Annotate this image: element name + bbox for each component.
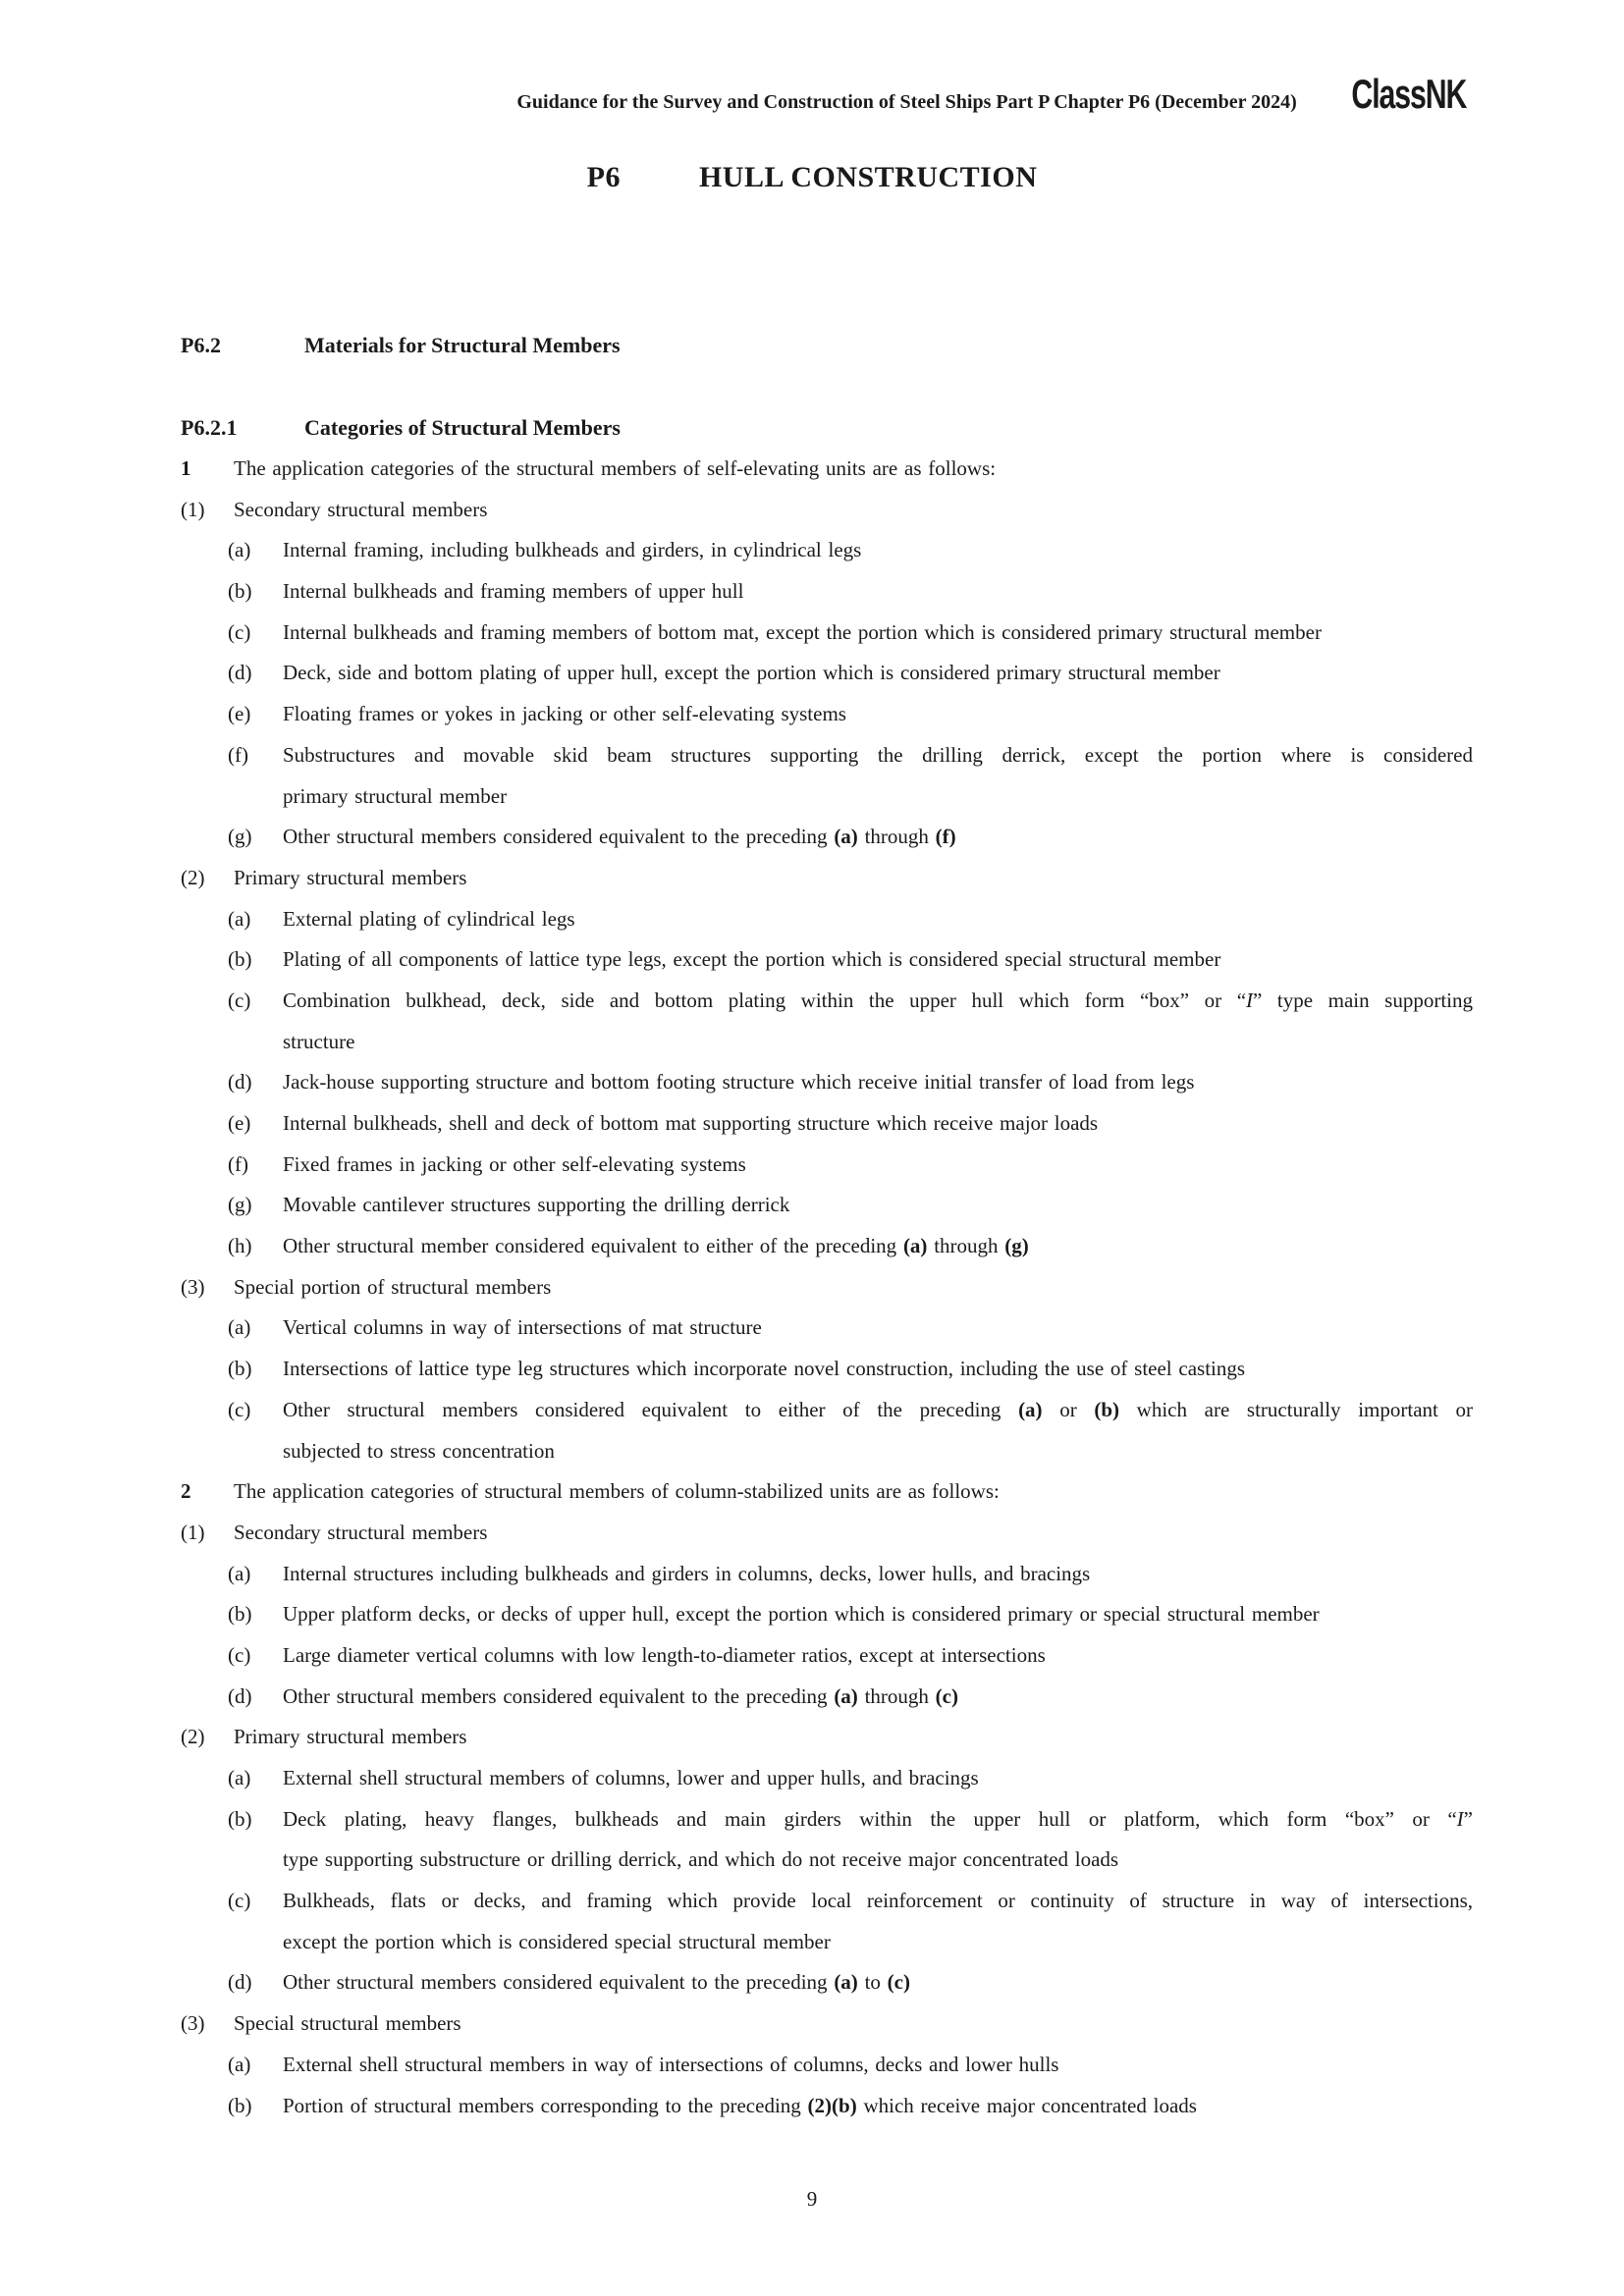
list-item-label: (d) xyxy=(228,661,252,685)
list-item-label: (b) xyxy=(228,2093,252,2117)
list-item xyxy=(181,735,1473,817)
text-line: Deck plating, heavy flanges, bulkheads and main girders within the upper hull or platform, which form “box” or “I” xyxy=(283,1806,1473,1831)
list-item-label: (3) xyxy=(181,1274,205,1299)
list-item-text xyxy=(283,1062,1473,1103)
list-item-text xyxy=(234,2003,1473,2045)
list-item-text xyxy=(283,694,1473,735)
list-item-label: (2) xyxy=(181,865,205,889)
list-item-label: (h) xyxy=(228,1234,252,1258)
list-item xyxy=(181,817,1473,858)
list-item xyxy=(181,530,1473,571)
list-item-label: (1) xyxy=(181,497,205,521)
list-item-text xyxy=(283,1635,1473,1677)
text-line: Combination bulkhead, deck, side and bottom plating within the upper hull which form “box” or “I” type main supporting xyxy=(283,988,1473,1012)
text-line: Special portion of structural members xyxy=(234,1274,552,1299)
text-line: External shell structural members in way of intersections of columns, decks and lower hulls xyxy=(283,2052,1059,2076)
list-item-text xyxy=(283,1594,1473,1635)
list-item xyxy=(181,653,1473,694)
text-line: structure xyxy=(283,1029,355,1053)
list-item-text xyxy=(283,1103,1473,1145)
list-item-text xyxy=(283,613,1473,654)
text-line: Jack-house supporting structure and bottom footing structure which receive initial transfer of load from legs xyxy=(283,1070,1195,1095)
subsection-heading xyxy=(181,415,1473,441)
list-item xyxy=(181,1267,1473,1308)
text-line: Internal structures including bulkheads and girders in columns, decks, lower hulls, and bracings xyxy=(283,1561,1091,1585)
text-line: type supporting substructure or drilling derrick, and which do not receive major concentrated loads xyxy=(283,1847,1119,1872)
list-item-text xyxy=(234,858,1473,899)
text-line: The application categories of structural members of column-stabilized units are as follows: xyxy=(234,1479,1000,1504)
list-item-label: (1) xyxy=(181,1520,205,1544)
text-line: Other structural members considered equivalent to the preceding (a) through (c) xyxy=(283,1683,958,1708)
list-item-label: (a) xyxy=(228,2052,251,2076)
text-line: Upper platform decks, or decks of upper hull, except the portion which is considered primary or special structural member xyxy=(283,1602,1320,1627)
list-item xyxy=(181,1226,1473,1267)
text-line: Secondary structural members xyxy=(234,497,488,521)
list-item xyxy=(181,571,1473,613)
list-item xyxy=(181,2045,1473,2086)
list-item xyxy=(181,449,1473,490)
list-item-label: (c) xyxy=(228,988,251,1012)
list-item-text xyxy=(283,530,1473,571)
list-item xyxy=(181,981,1473,1062)
text-line: Fixed frames in jacking or other self-elevating systems xyxy=(283,1151,746,1176)
list-item-text xyxy=(283,981,1473,1062)
list-item xyxy=(181,2086,1473,2127)
section-heading xyxy=(181,333,1473,358)
list-item xyxy=(181,1349,1473,1390)
list-item-label: (b) xyxy=(228,1357,252,1381)
list-item xyxy=(181,1390,1473,1471)
list-item-label: (d) xyxy=(228,1970,252,1995)
list-item xyxy=(181,1635,1473,1677)
header-running-title: Guidance for the Survey and Construction of Steel Ships Part P Chapter P6 (December 2024) xyxy=(516,91,1297,113)
list-item-text xyxy=(283,1554,1473,1595)
list-item-text xyxy=(283,735,1473,817)
list-item-text xyxy=(234,490,1473,531)
list-item xyxy=(181,1758,1473,1799)
list-item-text xyxy=(283,1145,1473,1186)
text-line: Special structural members xyxy=(234,2011,461,2036)
list-item-text xyxy=(283,1758,1473,1799)
list-item-label: (a) xyxy=(228,538,251,562)
text-line: The application categories of the structural members of self-elevating units are as follows: xyxy=(234,456,997,480)
list-item-text xyxy=(283,571,1473,613)
list-item-text xyxy=(283,1226,1473,1267)
list-item-label: (a) xyxy=(228,906,251,931)
list-item xyxy=(181,1513,1473,1554)
text-line: Substructures and movable skid beam structures supporting the drilling derrick, except the portion where is considered xyxy=(283,742,1473,767)
list-item xyxy=(181,1962,1473,2003)
text-line: Intersections of lattice type leg structures which incorporate novel construction, including the use of steel castings xyxy=(283,1357,1246,1381)
list-item xyxy=(181,1062,1473,1103)
list-item xyxy=(181,1103,1473,1145)
list-item xyxy=(181,1717,1473,1758)
list-item-text xyxy=(283,1185,1473,1226)
text-line: Other structural members considered equivalent to either of the preceding (a) or (b) which are structurally important or xyxy=(283,1397,1473,1421)
subsection-number: P6.2.1 xyxy=(181,415,238,440)
list-item-text xyxy=(283,1881,1473,1962)
list-item-text xyxy=(234,1717,1473,1758)
text-line: External shell structural members of columns, lower and upper hulls, and bracings xyxy=(283,1766,979,1789)
list-item xyxy=(181,1594,1473,1635)
section-title: Materials for Structural Members xyxy=(304,333,621,357)
text-line: Floating frames or yokes in jacking or other self-elevating systems xyxy=(283,702,846,726)
list-item xyxy=(181,1308,1473,1349)
list-item xyxy=(181,1185,1473,1226)
list-item-text xyxy=(283,1349,1473,1390)
list-item xyxy=(181,1677,1473,1718)
text-line: except the portion which is considered special structural member xyxy=(283,1929,831,1953)
list-item xyxy=(181,1554,1473,1595)
text-line: External plating of cylindrical legs xyxy=(283,906,575,931)
text-line: Internal bulkheads, shell and deck of bottom mat supporting structure which receive major loads xyxy=(283,1111,1099,1135)
list-item xyxy=(181,1471,1473,1513)
list-item-label: (c) xyxy=(228,1642,251,1667)
list-item-text xyxy=(283,2086,1473,2127)
list-item-label: (b) xyxy=(228,947,252,972)
list-item-label: (b) xyxy=(228,1602,252,1627)
list-item-label: (e) xyxy=(228,702,251,726)
text-line: Internal bulkheads and framing members of upper hull xyxy=(283,579,744,604)
list-item xyxy=(181,490,1473,531)
list-item-text xyxy=(283,2045,1473,2086)
list-item-text xyxy=(234,1471,1473,1513)
text-line: primary structural member xyxy=(283,783,508,808)
text-line: Other structural members considered equivalent to the preceding (a) to (c) xyxy=(283,1970,910,1995)
text-line: Deck, side and bottom plating of upper hull, except the portion which is considered primary structural member xyxy=(283,661,1220,685)
list-item-label: (a) xyxy=(228,1766,251,1789)
page-header xyxy=(516,71,1466,118)
text-line: Internal bulkheads and framing members of bottom mat, except the portion which is considered primary structural member xyxy=(283,619,1322,644)
classnk-logo: ClassNK xyxy=(1351,71,1466,117)
list-item-label: (c) xyxy=(228,1889,251,1913)
list-item-text xyxy=(283,817,1473,858)
list-item xyxy=(181,858,1473,899)
list-item xyxy=(181,1145,1473,1186)
page-footer xyxy=(0,2187,1624,2212)
list-item-text xyxy=(234,449,1473,490)
list-item-label: (g) xyxy=(228,1193,252,1217)
text-line: Secondary structural members xyxy=(234,1520,488,1544)
list-item-label: (d) xyxy=(228,1070,252,1095)
list-item-text xyxy=(234,1267,1473,1308)
list-item-label: (f) xyxy=(228,742,248,767)
list-item-label: (b) xyxy=(228,579,252,604)
page-number: 9 xyxy=(806,2187,818,2211)
text-line: Internal framing, including bulkheads and girders, in cylindrical legs xyxy=(283,538,862,562)
list-item-label: (a) xyxy=(228,1315,251,1340)
text-line: Bulkheads, flats or decks, and framing which provide local reinforcement or continuity of structure in way of intersections, xyxy=(283,1889,1473,1913)
list-item-label: (c) xyxy=(228,1397,251,1421)
list-item-text xyxy=(283,939,1473,981)
list-item xyxy=(181,939,1473,981)
text-line: Other structural members considered equivalent to the preceding (a) through (f) xyxy=(283,825,956,849)
list-item-label: (f) xyxy=(228,1151,248,1176)
subsection-title: Categories of Structural Members xyxy=(304,415,621,440)
list-item xyxy=(181,1881,1473,1962)
list-item xyxy=(181,2003,1473,2045)
list-item xyxy=(181,694,1473,735)
section-number: P6.2 xyxy=(181,333,221,357)
list-item-label: (g) xyxy=(228,825,252,849)
text-line: Vertical columns in way of intersections of mat structure xyxy=(283,1315,762,1340)
body-list xyxy=(181,449,1473,2126)
text-line: Movable cantilever structures supporting the drilling derrick xyxy=(283,1193,790,1217)
list-item-text xyxy=(283,1308,1473,1349)
list-item-text xyxy=(283,653,1473,694)
list-item xyxy=(181,613,1473,654)
list-item xyxy=(181,1799,1473,1881)
text-line: Primary structural members xyxy=(234,1725,467,1749)
chapter-title xyxy=(0,161,1624,194)
list-item-label: (e) xyxy=(228,1111,251,1135)
list-item-label: (3) xyxy=(181,2011,205,2036)
text-line: Large diameter vertical columns with low length-to-diameter ratios, except at intersections xyxy=(283,1642,1046,1667)
text-line: Portion of structural members corresponding to the preceding (2)(b) which receive major concentrated loads xyxy=(283,2093,1197,2117)
list-item-text xyxy=(283,1962,1473,2003)
list-item-text xyxy=(234,1513,1473,1554)
chapter-number: P6 xyxy=(586,161,621,193)
list-item-text xyxy=(283,1799,1473,1881)
chapter-name: HULL CONSTRUCTION xyxy=(698,161,1038,193)
text-line: Plating of all components of lattice type legs, except the portion which is considered special structural member xyxy=(283,947,1221,972)
list-item xyxy=(181,899,1473,940)
list-item-label: (2) xyxy=(181,1725,205,1749)
list-item-label: 1 xyxy=(181,456,191,480)
list-item-label: (b) xyxy=(228,1806,252,1831)
list-item-text xyxy=(283,1390,1473,1471)
list-item-label: (a) xyxy=(228,1561,251,1585)
text-line: Primary structural members xyxy=(234,865,467,889)
text-line: subjected to stress concentration xyxy=(283,1438,555,1463)
text-line: Other structural member considered equivalent to either of the preceding (a) through (g) xyxy=(283,1234,1029,1258)
list-item-text xyxy=(283,899,1473,940)
list-item-label: (c) xyxy=(228,619,251,644)
list-item-label: 2 xyxy=(181,1479,191,1504)
list-item-label: (d) xyxy=(228,1683,252,1708)
list-item-text xyxy=(283,1677,1473,1718)
